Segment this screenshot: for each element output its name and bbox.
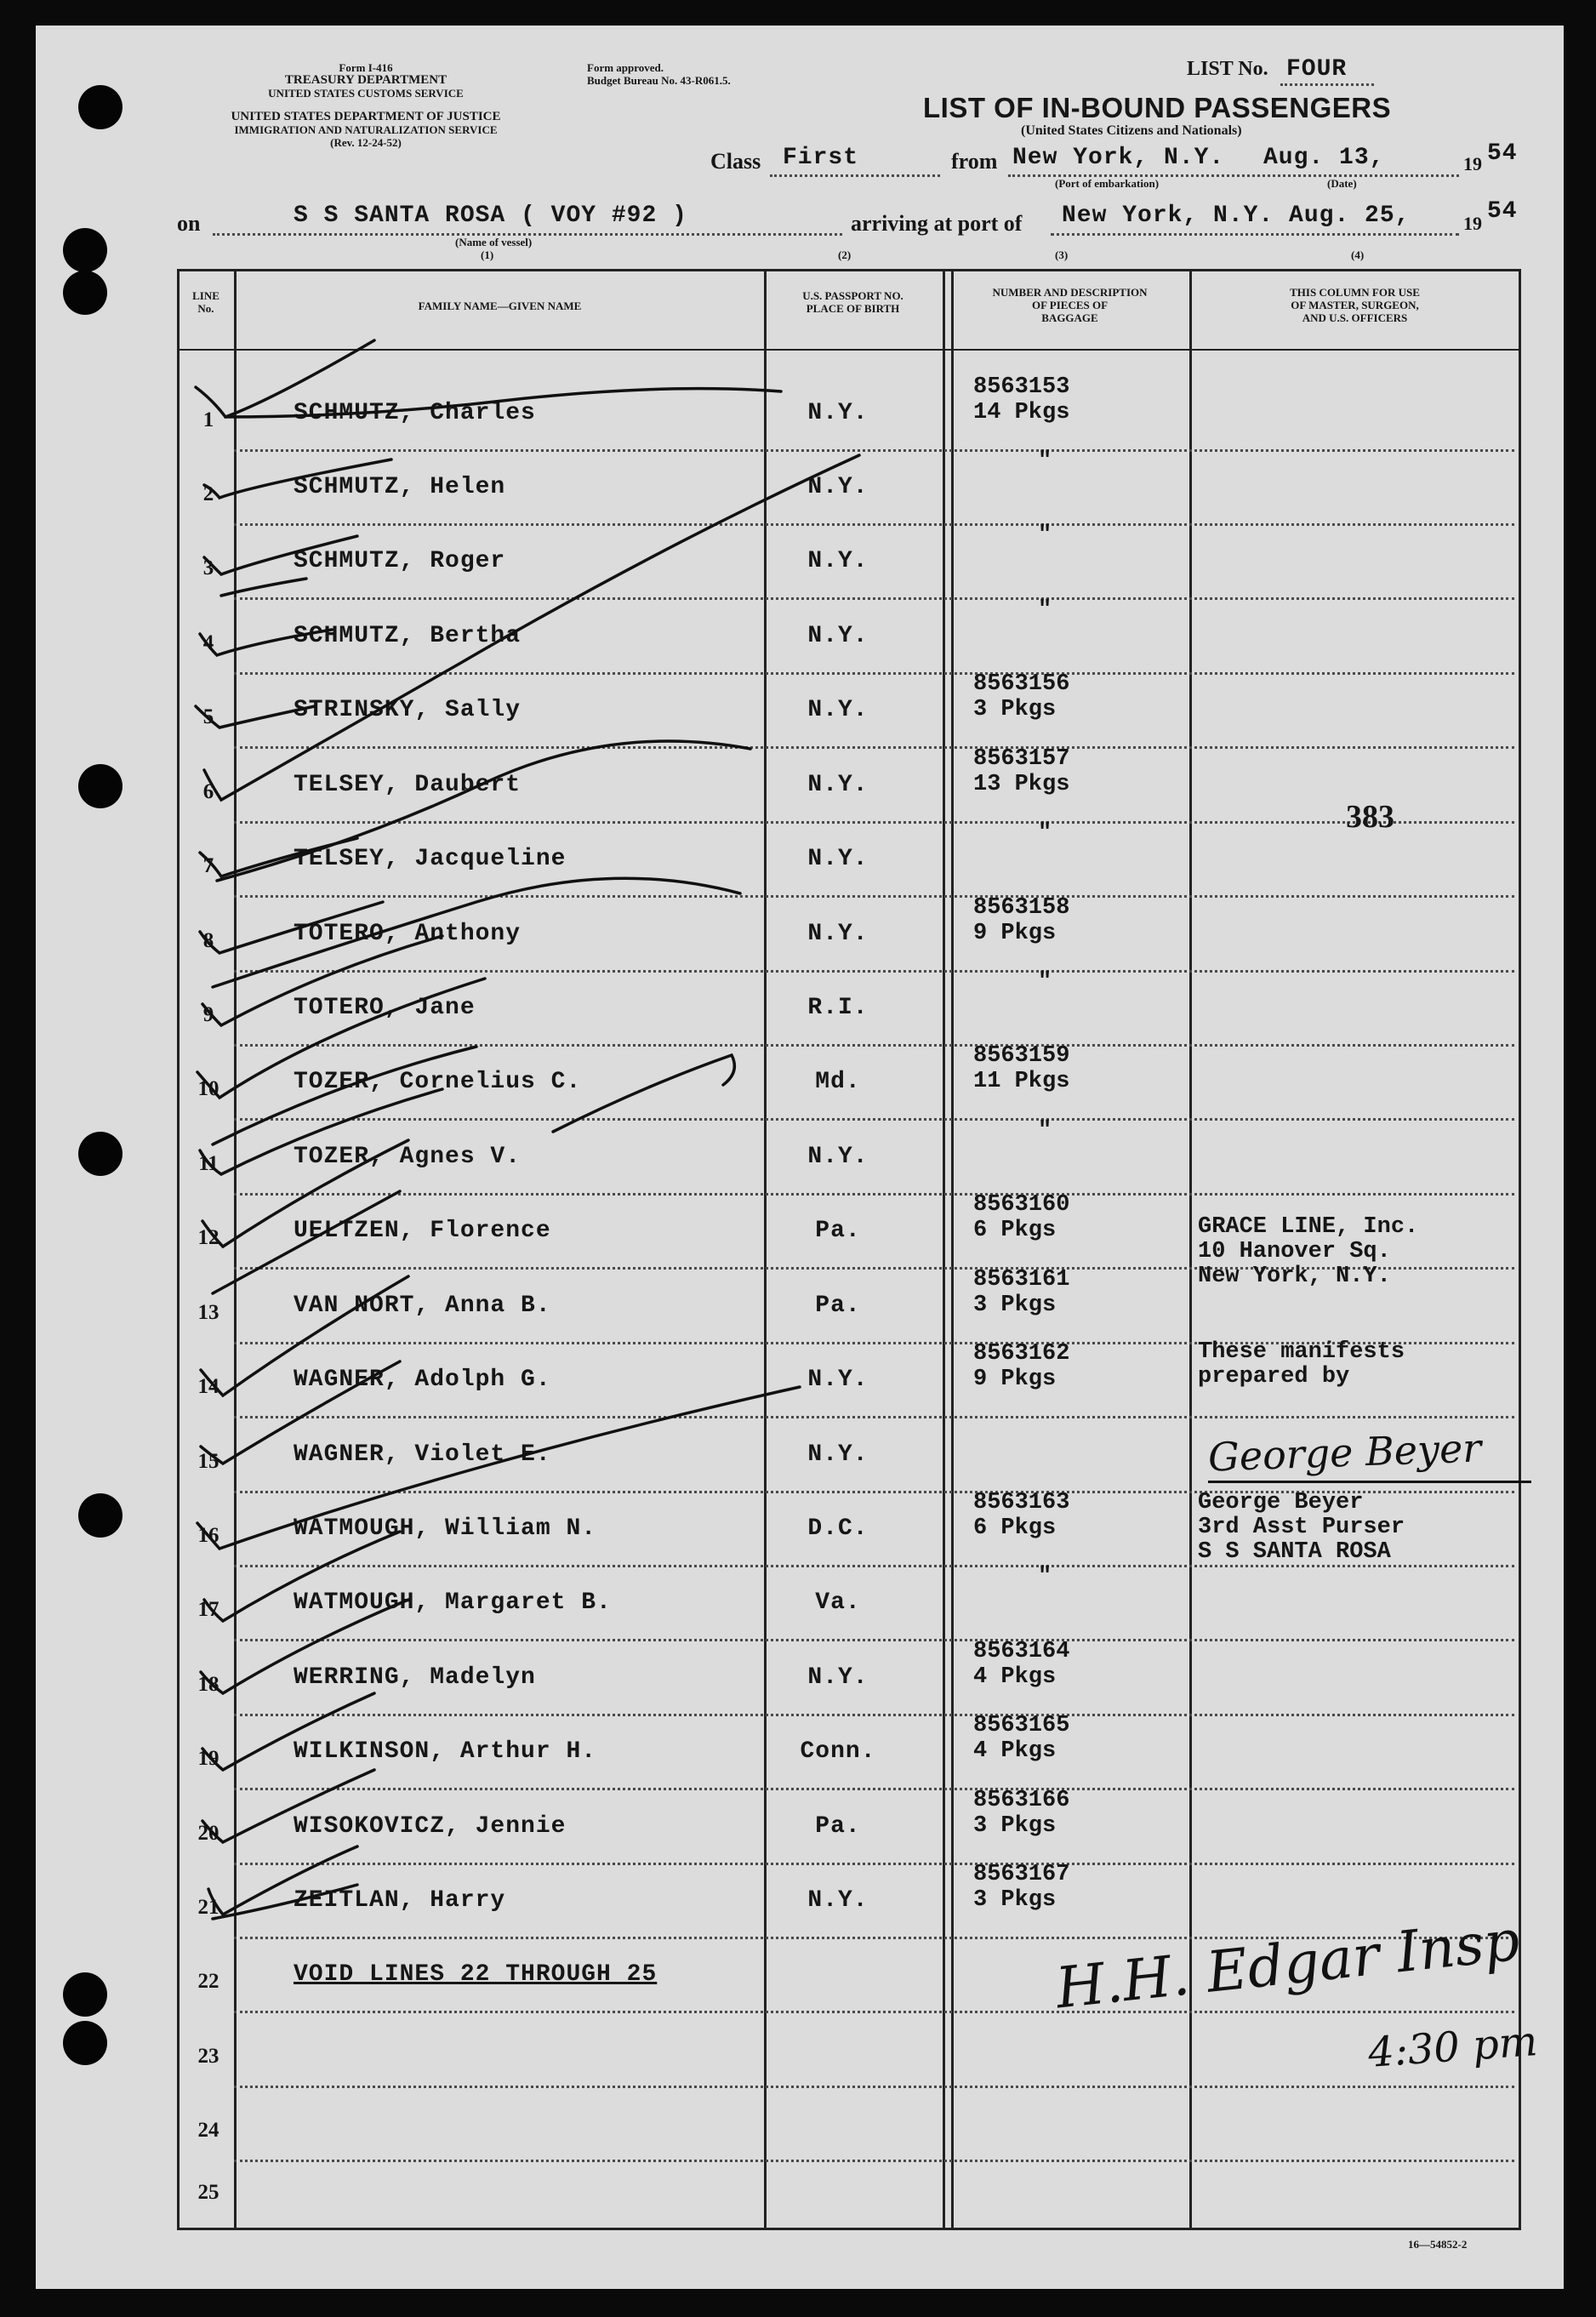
passenger-name: WATMOUGH, William N. (294, 1515, 597, 1542)
inspector-signature: H.H. Edgar Insp (1052, 1907, 1523, 2022)
col1-number: (1) (481, 248, 494, 261)
line-number: 4 (202, 631, 214, 654)
line-number: 16 (197, 1524, 219, 1547)
passenger-name: WISOKOVICZ, Jennie (294, 1813, 567, 1840)
check-mark (213, 1047, 476, 1144)
birth-place: N.Y. (807, 846, 869, 872)
on-label: on (177, 211, 201, 236)
footer-code: 16—54852-2 (1408, 2238, 1468, 2251)
line-number: 10 (197, 1077, 219, 1100)
arrival-year-prefix: 19 (1463, 213, 1482, 234)
check-mark (196, 340, 374, 417)
vessel-name: S S SANTA ROSA ( VOY #92 ) (294, 203, 687, 229)
col-header-baggage: NUMBER AND DESCRIPTION OF PIECES OF BAGGAGE (992, 286, 1148, 324)
passenger-name: WATMOUGH, Margaret B. (294, 1589, 612, 1616)
baggage: 8563163 6 Pkgs (973, 1490, 1070, 1541)
col-header-passport: U.S. PASSPORT NO. PLACE OF BIRTH (802, 289, 903, 315)
class-value: First (783, 145, 859, 171)
passenger-name: TOTERO, Jane (294, 995, 476, 1021)
from-label: from (951, 149, 998, 174)
birth-place: N.Y. (807, 1144, 869, 1170)
passenger-name: UELTZEN, Florence (294, 1218, 551, 1244)
arrival-value: New York, N.Y. Aug. 25, (1062, 203, 1411, 229)
passenger-name: TELSEY, Daubert (294, 772, 522, 798)
birth-place: N.Y. (807, 548, 869, 574)
col4-number: (4) (1351, 248, 1365, 261)
prepared-by: These manifests prepared by (1198, 1339, 1405, 1390)
birth-place: N.Y. (807, 921, 869, 947)
col-header-officers: THIS COLUMN FOR USE OF MASTER, SURGEON, AND U.S. OFFICERS (1290, 286, 1420, 324)
passenger-name: VAN NORT, Anna B. (294, 1293, 551, 1319)
line-number: 3 (202, 556, 214, 579)
check-mark (204, 536, 357, 574)
check-mark (197, 979, 485, 1098)
baggage: " (1038, 597, 1052, 623)
list-no-label: LIST No. (1187, 58, 1268, 80)
line-number: 15 (197, 1450, 219, 1473)
baggage: 8563156 3 Pkgs (973, 671, 1070, 722)
baggage: 8563157 13 Pkgs (973, 746, 1070, 797)
embark-date: Aug. 13, (1263, 145, 1385, 171)
purser-signature: George Beyer (1207, 1424, 1483, 1481)
line-number: 20 (197, 1822, 219, 1845)
birth-place: Md. (815, 1069, 861, 1095)
department-info: UNITED STATES DEPARTMENT OF JUSTICE IMMIGRATION AND NATURALIZATION SERVICE (Rev. 12-24-52) (231, 110, 501, 149)
void-note: VOID LINES 22 THROUGH 25 (294, 1961, 658, 1988)
check-mark (201, 1276, 408, 1395)
passenger-name: SCHMUTZ, Roger (294, 548, 506, 574)
line-number: 21 (197, 1896, 219, 1919)
line-number: 25 (197, 2181, 219, 2204)
birth-place: N.Y. (807, 400, 869, 426)
baggage: 8563164 4 Pkgs (973, 1639, 1070, 1690)
page-subtitle: (United States Citizens and Nationals) (1021, 123, 1242, 138)
check-mark (201, 1361, 400, 1464)
arriving-label: arriving at port of (851, 211, 1023, 236)
line-number: 18 (197, 1673, 219, 1696)
passenger-name: TOZER, Agnes V. (294, 1144, 522, 1170)
baggage: " (1038, 522, 1052, 548)
col-header-name: FAMILY NAME—GIVEN NAME (418, 300, 582, 312)
birth-place: Pa. (815, 1293, 861, 1319)
passenger-name: TOTERO, Anthony (294, 921, 522, 947)
passenger-name: WAGNER, Adolph G. (294, 1367, 551, 1393)
line-number: 13 (197, 1301, 219, 1324)
birth-place: N.Y. (807, 1887, 869, 1914)
check-mark (225, 389, 781, 417)
passenger-name: TELSEY, Jacqueline (294, 846, 567, 872)
line-number: 11 (198, 1152, 219, 1175)
passenger-name: WILKINSON, Arthur H. (294, 1738, 597, 1765)
line-number: 9 (202, 1003, 214, 1026)
baggage: 8563165 4 Pkgs (973, 1713, 1070, 1764)
check-mark (553, 1055, 734, 1132)
baggage: 8563160 6 Pkgs (973, 1192, 1070, 1243)
check-mark (201, 1600, 408, 1693)
arrival-year: 54 (1487, 198, 1518, 225)
check-mark (197, 1387, 800, 1549)
check-mark (202, 1693, 374, 1770)
line-number: 2 (202, 482, 214, 505)
class-label: Class (710, 149, 761, 174)
birth-place: N.Y. (807, 1367, 869, 1393)
birth-place: N.Y. (807, 772, 869, 798)
baggage: " (1038, 1564, 1052, 1589)
passenger-name: SCHMUTZ, Helen (294, 474, 506, 500)
birth-place: Pa. (815, 1218, 861, 1244)
baggage: 8563161 3 Pkgs (973, 1267, 1070, 1318)
line-number: 23 (197, 2045, 219, 2068)
line-number: 22 (197, 1970, 219, 1993)
line-number: 12 (197, 1226, 219, 1249)
birth-place: D.C. (807, 1515, 869, 1542)
check-mark (202, 1770, 374, 1842)
passenger-name: SCHMUTZ, Bertha (294, 623, 522, 649)
list-no-value: FOUR (1286, 56, 1348, 83)
form-info: Form I-416 TREASURY DEPARTMENT UNITED STATES CUSTOMS SERVICE (268, 61, 464, 100)
check-mark (200, 630, 332, 655)
line-number: 24 (197, 2119, 219, 2142)
baggage: " (1038, 1118, 1052, 1144)
baggage: 8563159 11 Pkgs (973, 1043, 1070, 1094)
vessel-caption: (Name of vessel) (455, 236, 533, 248)
line-number: 7 (202, 854, 214, 877)
line-number: 14 (197, 1375, 219, 1398)
birth-place: N.Y. (807, 697, 869, 723)
passenger-name: WAGNER, Violet E. (294, 1441, 551, 1468)
check-mark (204, 459, 391, 498)
check-mark (202, 936, 442, 1025)
check-mark (200, 902, 383, 953)
company-address: GRACE LINE, Inc. 10 Hanover Sq. New York, N.Y. (1198, 1214, 1419, 1289)
passenger-name: ZEITLAN, Harry (294, 1887, 506, 1914)
col-header-line: LINE No. (192, 289, 219, 315)
baggage: " (1038, 820, 1052, 846)
line-number: 8 (202, 929, 214, 952)
baggage: 8563166 3 Pkgs (973, 1788, 1070, 1839)
date-caption: (Date) (1327, 177, 1357, 190)
stamp-number: 383 (1346, 799, 1394, 835)
passenger-name: WERRING, Madelyn (294, 1664, 536, 1691)
line-number: 6 (202, 780, 214, 803)
signer-block: George Beyer 3rd Asst Purser S S SANTA ROSA (1198, 1490, 1405, 1565)
birth-place: R.I. (807, 995, 869, 1021)
embark-port: New York, N.Y. (1012, 145, 1225, 171)
check-mark (202, 1140, 408, 1247)
check-mark (217, 741, 750, 881)
inspection-time: 4:30 pm (1366, 2017, 1540, 2077)
col2-number: (2) (838, 248, 852, 261)
check-mark (213, 1191, 400, 1293)
form-approved: Form approved. Budget Bureau No. 43-R061.5. (587, 61, 731, 87)
check-mark (213, 1885, 357, 1919)
col3-number: (3) (1055, 248, 1069, 261)
birth-place: N.Y. (807, 1441, 869, 1468)
embark-caption: (Port of embarkation) (1055, 177, 1160, 190)
check-mark (213, 878, 740, 987)
year-prefix: 19 (1463, 153, 1482, 174)
birth-place: Va. (815, 1589, 861, 1616)
check-mark (204, 455, 859, 800)
birth-place: N.Y. (807, 474, 869, 500)
line-number: 5 (202, 705, 214, 728)
check-mark (196, 706, 315, 728)
baggage: 8563158 9 Pkgs (973, 895, 1070, 946)
baggage: " (1038, 448, 1052, 474)
baggage: " (1038, 969, 1052, 995)
birth-place: Pa. (815, 1813, 861, 1840)
line-number: 17 (197, 1598, 219, 1621)
passenger-name: STRINSKY, Sally (294, 697, 522, 723)
birth-place: N.Y. (807, 623, 869, 649)
check-mark (221, 579, 306, 596)
baggage: 8563167 3 Pkgs (973, 1862, 1070, 1913)
line-number: 19 (197, 1747, 219, 1770)
page-title: LIST OF IN-BOUND PASSENGERS (923, 92, 1392, 123)
birth-place: Conn. (800, 1738, 876, 1765)
year-value: 54 (1487, 140, 1518, 167)
passenger-name: TOZER, Cornelius C. (294, 1069, 582, 1095)
baggage: 8563162 9 Pkgs (973, 1341, 1070, 1392)
passenger-name: SCHMUTZ, Charles (294, 400, 536, 426)
line-number: 1 (202, 408, 214, 431)
birth-place: N.Y. (807, 1664, 869, 1691)
baggage: 8563153 14 Pkgs (973, 374, 1070, 425)
